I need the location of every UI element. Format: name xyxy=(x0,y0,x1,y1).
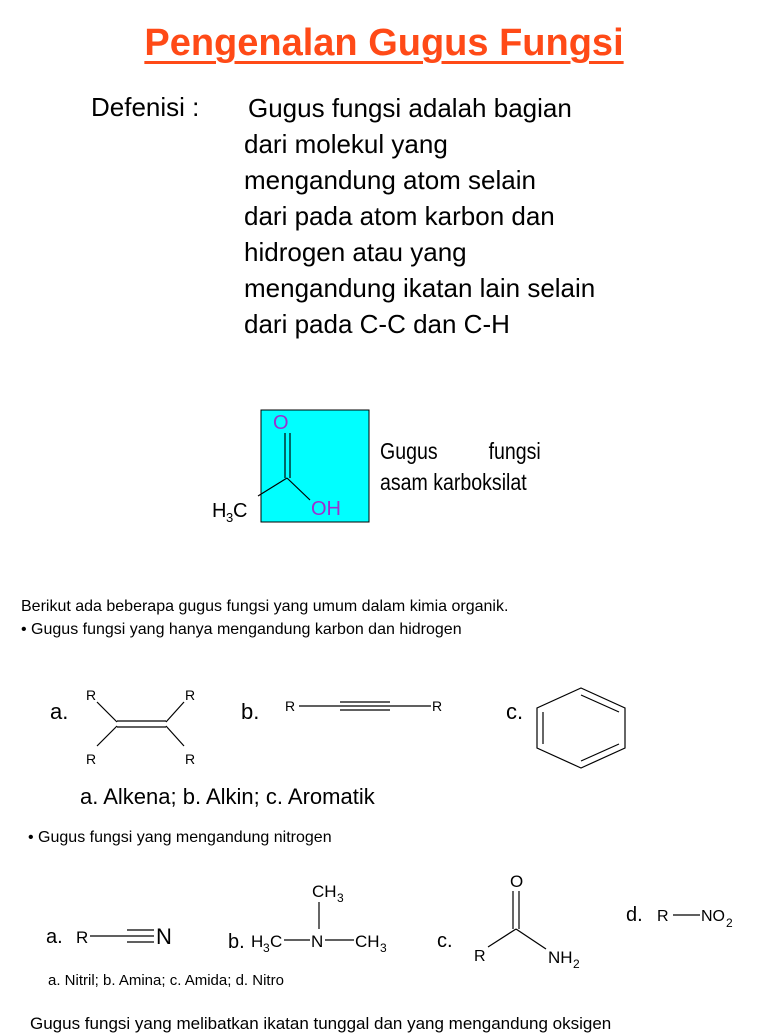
subscript-3: 3 xyxy=(380,941,387,955)
r-group: R xyxy=(285,698,296,714)
label-a: a. xyxy=(46,926,63,948)
r-group: R xyxy=(474,948,486,965)
methyl-h-label: H xyxy=(212,500,227,522)
methyl-ch: CH xyxy=(312,882,337,901)
definition-text xyxy=(244,90,595,342)
nitrogen-names: a. Nitril; b. Amina; c. Amida; d. Nitro xyxy=(48,972,284,989)
hydroxyl-label: OH xyxy=(311,498,341,520)
r-group: R xyxy=(86,751,97,767)
nitro-group: NO xyxy=(701,908,725,925)
caption-word-fungsi: fungsi xyxy=(488,438,541,464)
cut-off-bullet: Gugus fungsi yang melibatkan ikatan tunggal dan yang mengandung oksigen xyxy=(30,1014,612,1033)
r-group: R xyxy=(432,698,443,714)
hydrocarbon-structures xyxy=(0,680,768,780)
methyl-ch: CH xyxy=(355,932,380,951)
caption-line-2: asam karboksilat xyxy=(380,469,527,495)
definition-line: Gugus fungsi adalah bagian xyxy=(248,93,572,123)
definition-line: dari pada atom karbon dan xyxy=(244,201,555,231)
intro-line: Berikut ada beberapa gugus fungsi yang umum dalam kimia organik. xyxy=(21,598,509,615)
label-d: d. xyxy=(626,904,643,926)
r-group: R xyxy=(657,908,669,925)
r-group: R xyxy=(86,687,97,703)
subscript-2: 2 xyxy=(726,916,733,930)
methyl-subscript: 3 xyxy=(226,510,234,525)
subscript-3: 3 xyxy=(337,891,344,905)
methyl-h: H xyxy=(251,932,264,951)
methyl-c: C xyxy=(270,932,283,951)
label-b: b. xyxy=(228,931,245,953)
methyl-c-label: C xyxy=(233,500,248,522)
oxygen-atom: O xyxy=(510,872,524,891)
page-title: Pengenalan Gugus Fungsi xyxy=(144,22,624,64)
intro-text xyxy=(21,595,508,641)
label-b: b. xyxy=(241,699,260,724)
carboxylic-acid-structure xyxy=(200,400,380,530)
amide-nh: NH xyxy=(548,948,573,967)
r-group: R xyxy=(76,928,89,947)
label-c: c. xyxy=(506,699,524,724)
r-group: R xyxy=(185,751,196,767)
bullet-hydrocarbon: • Gugus fungsi yang hanya mengandung karbon dan hidrogen xyxy=(21,621,462,638)
definition-line: dari molekul yang xyxy=(244,129,448,159)
definition-line: dari pada C-C dan C-H xyxy=(244,309,510,339)
structure-caption xyxy=(380,436,541,498)
bullet-nitrogen: • Gugus fungsi yang mengandung nitrogen xyxy=(28,829,332,846)
nitrogen-structures xyxy=(0,865,768,975)
subscript-3: 3 xyxy=(263,941,270,955)
hydrocarbon-names: a. Alkena; b. Alkin; c. Aromatik xyxy=(80,784,375,809)
definition-label: Defenisi : xyxy=(91,92,200,122)
nitrogen-atom: N xyxy=(311,932,324,951)
subscript-2: 2 xyxy=(573,957,580,971)
nitrogen-atom: N xyxy=(156,924,172,949)
caption-word-gugus: Gugus xyxy=(380,438,438,464)
definition-line: hidrogen atau yang xyxy=(244,237,467,267)
r-group: R xyxy=(185,687,196,703)
label-c: c. xyxy=(437,930,453,952)
oxygen-atom-label: O xyxy=(273,412,289,434)
definition-line: mengandung ikatan lain selain xyxy=(244,273,596,303)
label-a: a. xyxy=(50,699,69,724)
definition-line: mengandung atom selain xyxy=(244,165,536,195)
